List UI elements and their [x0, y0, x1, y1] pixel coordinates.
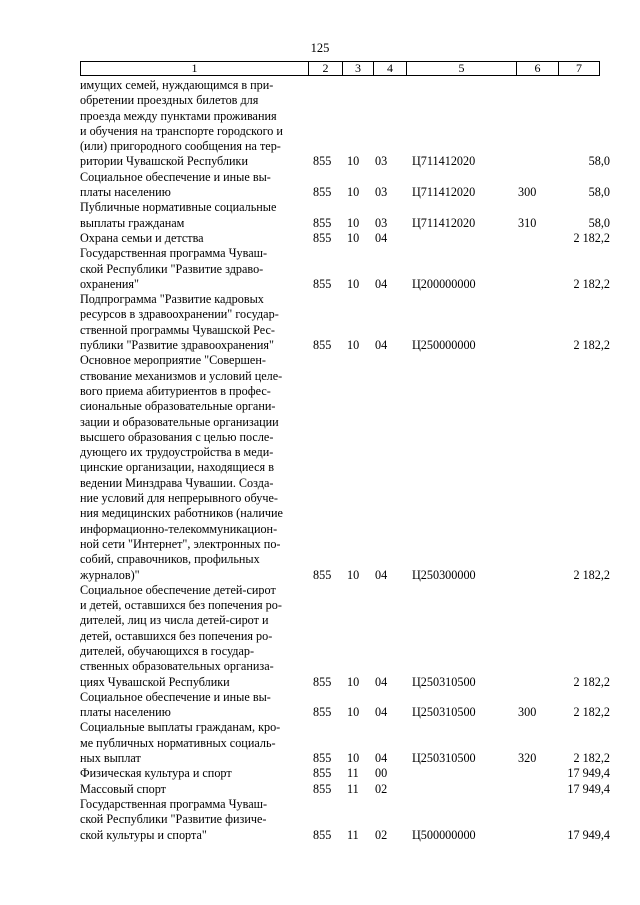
- row-name-line: Основное мероприятие "Совершен-: [80, 353, 266, 368]
- table-row: [80, 720, 610, 766]
- cell-c5: Ц711412020: [412, 215, 476, 230]
- cell-c2: 855: [313, 567, 332, 582]
- row-name-line: ской культуры и спорта": [80, 827, 207, 842]
- row-name: [80, 583, 307, 690]
- row-name: [80, 782, 307, 797]
- row-name-line: (или) пригородного сообщения на тер-: [80, 139, 281, 154]
- row-name: [80, 231, 307, 246]
- cell-c4: 00: [375, 766, 388, 781]
- row-name-line: имущих семей, нуждающимся в при-: [80, 78, 274, 92]
- row-name-line: обретении проездных билетов для: [80, 93, 259, 108]
- cell-c3: 10: [347, 567, 360, 582]
- cell-c7: 2 182,2: [573, 567, 610, 582]
- cell-c3: 10: [347, 154, 360, 169]
- table-row: [80, 78, 610, 170]
- cell-c3: 10: [347, 230, 360, 245]
- cell-c6: 310: [518, 215, 537, 230]
- table-row: [80, 246, 610, 292]
- row-name-line: ния медицинских работников (наличие: [80, 506, 283, 521]
- table-row: [80, 170, 610, 201]
- cell-c4: 04: [375, 705, 388, 720]
- cell-c5: Ц250310500: [412, 674, 476, 689]
- cell-c5: Ц711412020: [412, 185, 476, 200]
- row-name-line: ственных образовательных организа-: [80, 659, 274, 674]
- row-name-line: ме публичных нормативных социаль-: [80, 735, 276, 750]
- cell-c2: 855: [313, 215, 332, 230]
- table-row: [80, 797, 610, 843]
- row-name-line: сиональные образовательные органи-: [80, 399, 276, 414]
- row-name-line: журналов)": [80, 567, 140, 582]
- cell-c5: Ц200000000: [412, 276, 476, 291]
- row-name-line: Социальное обеспечение и иные вы-: [80, 169, 271, 184]
- table-row: [80, 200, 610, 231]
- cell-c4: 04: [375, 338, 388, 353]
- cell-c4: 04: [375, 230, 388, 245]
- cell-c2: 855: [313, 276, 332, 291]
- table-row: [80, 292, 610, 353]
- cell-c7: 58,0: [588, 185, 610, 200]
- table-body: [80, 78, 610, 843]
- cell-c3: 10: [347, 338, 360, 353]
- row-name: [80, 292, 307, 353]
- cell-c3: 10: [347, 674, 360, 689]
- cell-c2: 855: [313, 751, 332, 766]
- cell-c4: 02: [375, 781, 388, 796]
- cell-c3: 10: [347, 751, 360, 766]
- cell-c6: 300: [518, 705, 537, 720]
- row-name-line: охранения": [80, 276, 139, 291]
- cell-c4: 04: [375, 751, 388, 766]
- row-name-line: ной сети "Интернет", электронных по-: [80, 536, 281, 551]
- cell-c4: 02: [375, 827, 388, 842]
- cell-c3: 10: [347, 215, 360, 230]
- table-row: [80, 583, 610, 690]
- cell-c6: 300: [518, 185, 537, 200]
- cell-c7: 17 949,4: [567, 827, 610, 842]
- cell-c4: 04: [375, 276, 388, 291]
- cell-c4: 04: [375, 674, 388, 689]
- cell-c5: Ц250300000: [412, 567, 476, 582]
- header-col-5: 5: [406, 62, 516, 75]
- cell-c3: 11: [347, 827, 359, 842]
- row-name-line: Охрана семьи и детства: [80, 230, 204, 245]
- row-name-line: ской Республики "Развитие физиче-: [80, 812, 267, 827]
- header-col-7: 7: [558, 62, 599, 75]
- cell-c7: 2 182,2: [573, 674, 610, 689]
- page-number: 125: [310, 41, 330, 55]
- cell-c7: 17 949,4: [567, 766, 610, 781]
- cell-c2: 855: [313, 338, 332, 353]
- row-name: [80, 720, 307, 766]
- cell-c3: 10: [347, 185, 360, 200]
- row-name-line: цинские организации, находящиеся в: [80, 460, 274, 475]
- row-name-line: ственной программы Чувашской Рес-: [80, 322, 275, 337]
- row-name: [80, 690, 307, 721]
- cell-c2: 855: [313, 154, 332, 169]
- cell-c4: 03: [375, 215, 388, 230]
- cell-c2: 855: [313, 185, 332, 200]
- cell-c2: 855: [313, 674, 332, 689]
- row-name: [80, 766, 307, 781]
- table-header: [80, 61, 600, 76]
- cell-c4: 03: [375, 154, 388, 169]
- cell-c7: 58,0: [588, 154, 610, 169]
- table-row: [80, 782, 610, 797]
- table-row: [80, 766, 610, 781]
- cell-c2: 855: [313, 230, 332, 245]
- table-row: [80, 353, 610, 582]
- row-name-line: дителей, лиц из числа детей-сирот и: [80, 613, 269, 628]
- row-name-line: и детей, оставшихся без попечения ро-: [80, 598, 282, 613]
- row-name-line: публики "Развитие здравоохранения": [80, 338, 275, 353]
- cell-c2: 855: [313, 705, 332, 720]
- row-name: [80, 246, 307, 292]
- cell-c3: 11: [347, 781, 359, 796]
- row-name-line: ствование механизмов и условий целе-: [80, 368, 283, 383]
- row-name-line: Массовый спорт: [80, 781, 166, 796]
- row-name: [80, 170, 307, 201]
- row-name-line: Физическая культура и спорт: [80, 766, 232, 781]
- header-col-6: 6: [516, 62, 558, 75]
- row-name-line: дителей, обучающихся в государ-: [80, 643, 255, 658]
- row-name-line: высшего образования с целью после-: [80, 429, 274, 444]
- cell-c3: 11: [347, 766, 359, 781]
- row-name-line: ритории Чувашской Республики: [80, 154, 248, 169]
- row-name-line: выплаты гражданам: [80, 215, 185, 230]
- cell-c3: 10: [347, 276, 360, 291]
- row-name: [80, 200, 307, 231]
- row-name-line: платы населению: [80, 705, 171, 720]
- row-name-line: Социальные выплаты гражданам, кро-: [80, 720, 281, 735]
- row-name-line: зации и образовательные организации: [80, 414, 279, 429]
- row-name: [80, 353, 307, 582]
- row-name-line: платы населению: [80, 185, 171, 200]
- row-name-line: и обучения на транспорте городского и: [80, 123, 283, 138]
- cell-c7: 2 182,2: [573, 230, 610, 245]
- cell-c7: 2 182,2: [573, 338, 610, 353]
- cell-c2: 855: [313, 781, 332, 796]
- row-name-line: Социальное обеспечение детей-сирот: [80, 582, 276, 597]
- cell-c5: Ц500000000: [412, 827, 476, 842]
- cell-c2: 855: [313, 827, 332, 842]
- table-row: [80, 690, 610, 721]
- row-name: [80, 78, 307, 170]
- row-name-line: проезда между пунктами проживания: [80, 108, 277, 123]
- row-name: [80, 797, 307, 843]
- row-name-line: ресурсов в здравоохранении" государ-: [80, 307, 279, 322]
- row-name-line: информационно-телекоммуникацион-: [80, 521, 278, 536]
- cell-c7: 17 949,4: [567, 781, 610, 796]
- row-name-line: детей, оставшихся без попечения ро-: [80, 628, 273, 643]
- row-name-line: Государственная программа Чуваш-: [80, 796, 268, 811]
- header-col-4: 4: [373, 62, 406, 75]
- header-col-3: 3: [342, 62, 373, 75]
- table-row: [80, 231, 610, 246]
- row-name-line: циях Чувашской Республики: [80, 674, 230, 689]
- row-name-line: ведении Минздрава Чувашии. Созда-: [80, 475, 274, 490]
- row-name-line: Публичные нормативные социальные: [80, 200, 277, 215]
- cell-c4: 04: [375, 567, 388, 582]
- row-name-line: ных выплат: [80, 751, 141, 766]
- header-col-2: 2: [308, 62, 342, 75]
- cell-c7: 2 182,2: [573, 751, 610, 766]
- row-name-line: собий, справочников, профильных: [80, 552, 260, 567]
- row-name-line: Подпрограмма "Развитие кадровых: [80, 292, 264, 307]
- cell-c7: 2 182,2: [573, 705, 610, 720]
- cell-c5: Ц711412020: [412, 154, 476, 169]
- cell-c7: 58,0: [588, 215, 610, 230]
- cell-c7: 2 182,2: [573, 276, 610, 291]
- row-name-line: ние условий для непрерывного обуче-: [80, 491, 278, 506]
- cell-c2: 855: [313, 766, 332, 781]
- cell-c5: Ц250000000: [412, 338, 476, 353]
- row-name-line: Государственная программа Чуваш-: [80, 246, 268, 261]
- header-col-1: 1: [191, 61, 198, 75]
- cell-c5: Ц250310500: [412, 751, 476, 766]
- cell-c4: 03: [375, 185, 388, 200]
- row-name-line: дующего их трудоустройства в меди-: [80, 445, 274, 460]
- row-name-line: ской Республики "Развитие здраво-: [80, 261, 264, 276]
- cell-c5: Ц250310500: [412, 705, 476, 720]
- row-name-line: Социальное обеспечение и иные вы-: [80, 689, 271, 704]
- cell-c3: 10: [347, 705, 360, 720]
- cell-c6: 320: [518, 751, 537, 766]
- row-name-line: вого приема абитуриентов в профес-: [80, 383, 271, 398]
